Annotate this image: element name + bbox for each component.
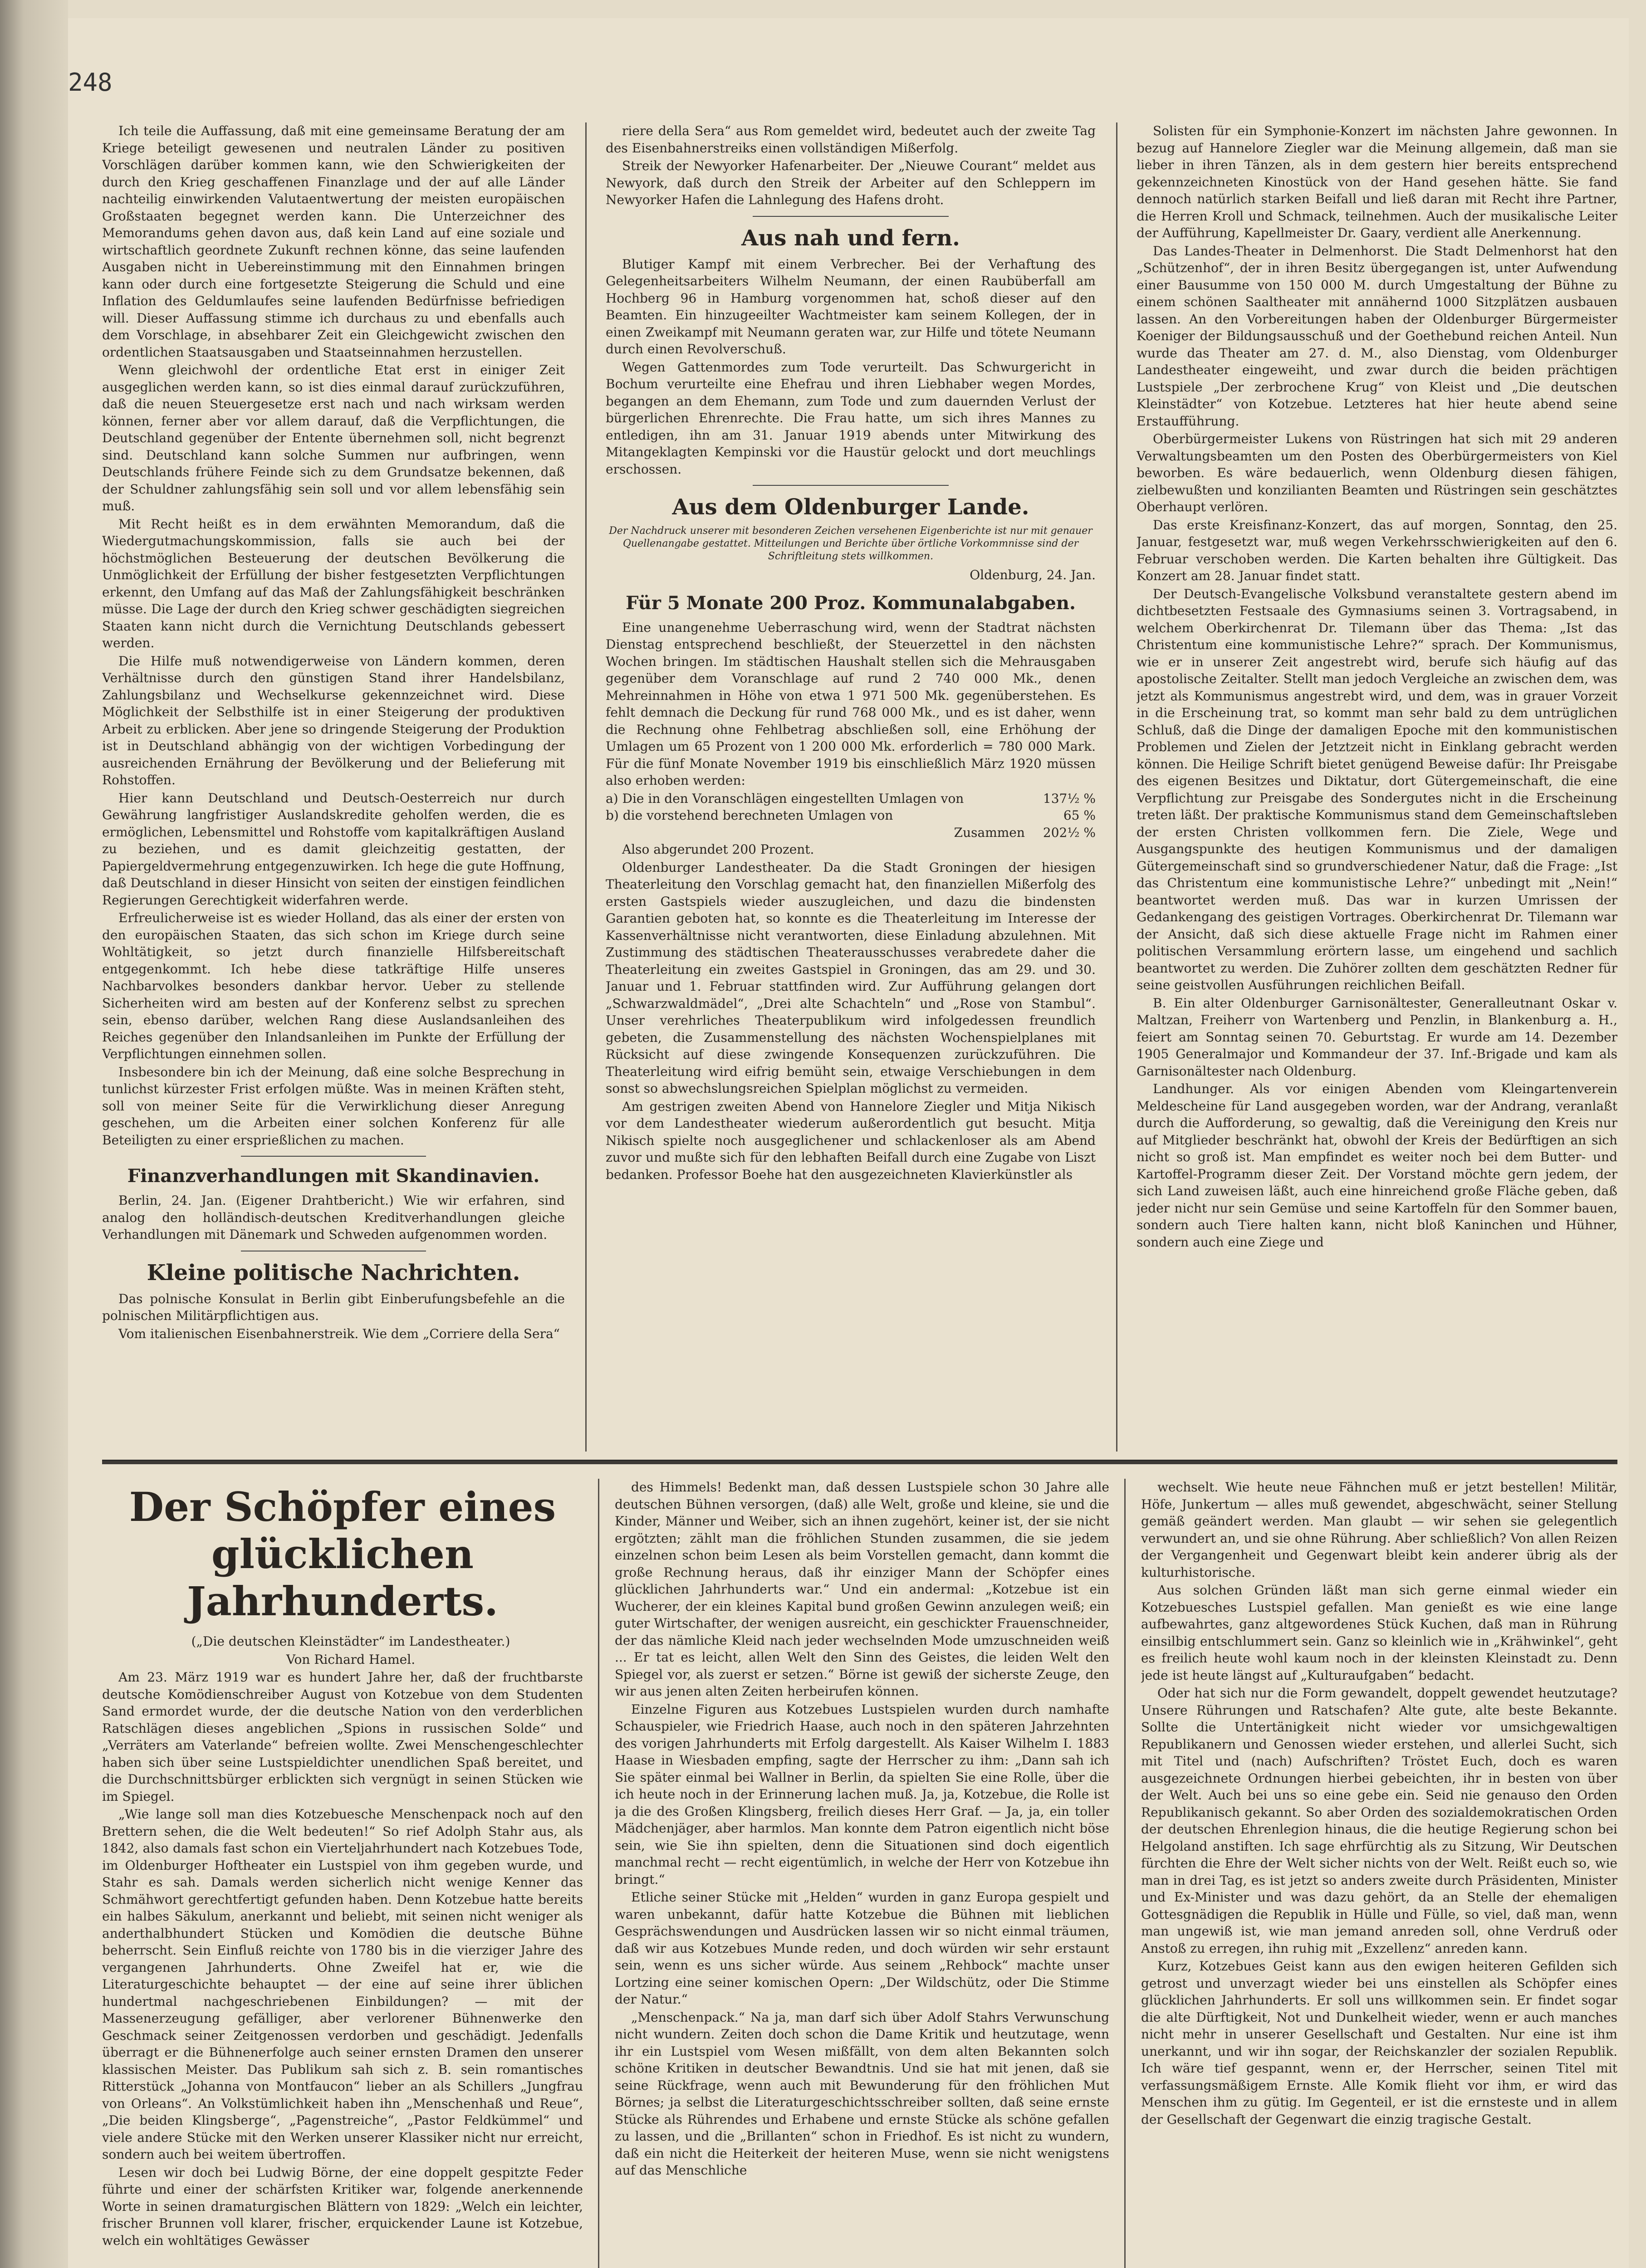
col1-paragraph: Erfreulicherweise ist es wieder Holland, das als einer der ersten von den europäischen Staaten, das sich schon im Kriege durch seine Wohltätigkeit, so jetzt durch finanzielle Hilfsbereitschaft entgegenkommt. Ich hebe diese tatkräftige Hilfe unseres Nachbarvolkes besonders dankbar hervor. Ueber zu stellende Sicherheiten wird am besten auf der Konferenz selbst zu sprechen sein, ebenso darüber, welchen Rang diese Auslandsanleihen des Reiches gegenüber den Inlandsanleihen im Punkte der Erfüllung der Verpflichtungen einnehmen sollen. <box>102 910 565 1061</box>
kleine-text: Das polnische Konsulat in Berlin gibt Einberufungsbefehle an die polnischen Militärpflichtigen aus. <box>102 1291 565 1323</box>
reprint-note: Der Nachdruck unserer mit besonderen Zeichen versehenen Eigenberichte ist nur mit genauer Quellenangabe gestattet. Mitteilungen und Berichte über örtliche Vorkommnisse sind der Schriftleitung stets willkommen. <box>609 525 1092 562</box>
col3-text: Solisten für ein Symphonie-Konzert im nächsten Jahre gewonnen. In bezug auf Hannelore Ziegler war die Meinung allgemein, daß man sie lieber in ihren Tänzen, als in dem gestern hier bereits entsprechend gekennzeichneten Kinostück von der Hand gesehen hätte. Sie fand dennoch natürlich starken Beifall und ließ daran mit Recht ihre Partner, die Herren Kroll und Schmack, teilnehmen. Auch der musikalische Leiter der Aufführung, Kapellmeister Dr. Gaary, verdient alle Anerkennung. <box>1137 123 1617 240</box>
feature-paragraph: wechselt. Wie heute neue Fähnchen muß er jetzt bestellen! Militär, Höfe, Junkertum — alles muß gewendet, abgeschwächt, seiner Stellung gemäß geändert werden. Man glaubt — wir sehen sie gelegentlich verwundert an, und sie ohne Rührung. Aber schließlich? Von allen Reizen der Vergangenheit und Gegenwart bleibt kein anderer übrig als der kulturhistorische. <box>1141 1480 1617 1580</box>
levy-row-b-value: 65 % <box>1063 808 1096 823</box>
col3-text: Der Deutsch-Evangelische Volksbund veranstaltete gestern abend im dichtbesetzten Festsaale des Gymnasiums seinen 3. Vortragsabend, in welchem Oberkirchenrat Dr. Tilemann über das Thema: „Ist das Christentum eine kommunistische Lehre?“ sprach. Der Kommunismus, wie er in unserer Zeit angestrebt wird, berufe sich häufig auf das apostolische Zeitalter. Stellt man jedoch Vergleiche an zwischen dem, was jetzt als Kommunismus angestrebt wird, und dem, was in grauer Vorzeit in die Erscheinung trat, so kommt man sehr bald zu dem untrüglichen Schluß, daß die Dinge der damaligen Epoche mit den kommunistischen Problemen und Zielen der Jetztzeit nicht in Einklang gebracht werden können. Die Heilige Schrift bietet genügend Beweise dafür: Ihr Preisgabe des eigenen Besitzes und Diktatur, dort Gütergemeinschaft, die eine Verpflichtung zur Preisgabe des Sondergutes nicht in die Erscheinung treten läßt. Der praktische Kommunismus stand dem Gemeinschaftsleben der ersten Christen vollkommen fern. Die Ziele, Wege und Ausgangspunkte des heutigen Kommunismus und der damaligen Gütergemeinschaft sind so grundverschiedener Natur, daß die Frage: „Ist das Christentum eine kommunistische Lehre?“ unbedingt mit „Nein!“ beantwortet werden muß. Das war in kurzen Umrissen der Gedankengang des geistigen Vortrages. Oberkirchenrat Dr. Tilemann war der Ansicht, daß sich diese aktuelle Frage nicht im Rahmen einer politischen Versammlung erörtern lasse, um eingehend und sachlich beantwortet zu werden. Die Zuhörer zollten dem geschätzten Redner für seine geistvollen Ausführungen reichlichen Beifall. <box>1137 586 1617 992</box>
col1-paragraph: Hier kann Deutschland und Deutsch-Oesterreich nur durch Gewährung langfristiger Auslandskredite geholfen werden, die es ermöglichen, Lebensmittel und Rohstoffe vom kapitalkräftigen Ausland zu beziehen, und es damit gleichzeitig gestatten, der Papiergeldvermehrung entgegenzuwirken. Ich hege die gute Hoffnung, daß Deutschland in dieser Hinsicht von seiten der einstigen feindlichen Regierungen Gerechtigkeit widerfahren werde. <box>102 790 565 908</box>
levy-row-sum <box>606 824 1096 841</box>
col2-text: riere della Sera“ aus Rom gemeldet wird, bedeutet auch der zweite Tag des Eisenbahnerstreiks einen vollständigen Mißerfolg. <box>606 123 1096 156</box>
feature-paragraph: Kurz, Kotzebues Geist kann aus den ewigen heiteren Gefilden sich getrost und unverzagt wieder bei uns einstellen als Schöpfer eines glücklichen Jahrhunderts. Er soll uns willkommen sein. Er findet sogar die alte Dürftigkeit, Not und Dunkelheit wieder, wenn er auch manches nicht mehr in unserer Gesellschaft und Gestalten. Nur eine ist ihm unerkannt, und wir ihn sogar, der Reichskanzler der sozialen Republik. Ich wäre tief gespannt, wenn er, der Herrscher, seinen Titel mit verfassungsmäßigem Ernste. Alle Komik flieht vor ihm, er wird das Menschen ihm zu gütig. Im Gegenteil, er ist die ernsteste und in allem der Gesellschaft der Gegenwart die einzig tragische Gestalt. <box>1141 1959 1617 2127</box>
heading-aus-nah-und-fern: Aus nah und fern. <box>741 225 960 251</box>
book-binding <box>0 0 68 2268</box>
feature-title: Der Schöpfer eines glücklichen Jahrhunderts. <box>129 1483 556 1625</box>
feature-paragraph: des Himmels! Bedenkt man, daß dessen Lustspiele schon 30 Jahre alle deutschen Bühnen versorgen, (daß) alle Welt, große und kleine, sie und die Kinder, Männer und Weiber, sich an ihnen zugehört, keiner ist, der sie nicht ergötzten; zählt man die fröhlichen Stunden zusammen, die sie jedem einzelnen schon beim Lesen als beim Vorstellen gemacht, dann kommt die große Rechnung heraus, daß ihr einziger Mann der Schöpfer eines glücklichen Jahrhunderts war.“ Und ein andermal: „Kotzebue ist ein Wucherer, der ein kleines Kapital bund großen Gewinn anzulegen weiß; ein guter Wirtschafter, der wenigen ausreicht, ein geschickter Frauenschneider, der das nämliche Kleid nach jeder wechselnden Mode umzuschneiden weiß ... Er tat es leicht, allen Welt den Sinn des Geistes, die leiden Welt den Spiegel vor, als zuerst er setzen.“ Börne ist gewiß der sicherste Zeuge, den wir aus jenen alten Zeiten herbeirufen können. <box>615 1480 1109 1699</box>
feature-column-2 <box>615 1479 1109 2268</box>
column-1 <box>102 122 565 1429</box>
feature-paragraph: „Wie lange soll man dies Kotzebuesche Menschenpack noch auf den Brettern sehen, die die Welt bedeuten!“ So rief Adolph Stahr aus, als 1842, also damals fast schon ein Vierteljahrhundert nach Kotzebues Tode, im Oldenburger Hoftheater ein Lustspiel von ihm gegeben wurde, und Stahr es sah. Damals werden sicherlich nicht wenige Kenner das Schmähwort gerechtfertigt gefunden haben. Denn Kotzebue hatte bereits ein halbes Säkulum, anerkannt und beliebt, mit seinen nicht weniger als anderthalbhundert Stücken und Komödien die deutsche Bühne beherrscht. Sein Einfluß reichte von 1780 bis in die vierziger Jahre des vergangenen Jahrhunderts. Ohne Zweifel hat er, wie die Literaturgeschichte behauptet — der eine auf seine ihrer üblichen hundertmal nachgeschriebenen Einbildungen? — mit der Massenerzeugung gefälliger, aber verlorener Bühnenwerke den Geschmack seiner Zeitgenossen verdorben und geschädigt. Jedenfalls überragt er die Bühnenerfolge auch seiner ernsten Dramen den unserer klassischen Meister. Das Publikum sah sich z. B. sein romantisches Ritterstück „Johanna von Montfaucon“ lieber an als Schillers „Jungfrau von Orleans“. An Volkstümlichkeit haben ihn „Menschenhaß und Reue“, „Die beiden Klingsberge“, „Pagenstreiche“, „Pastor Feldkümmel“ und viele andere Stücke mit den Werken unserer Klassiker nicht nur erreicht, sondern auch bei weitem übertroffen. <box>102 1807 583 2162</box>
nah-text: Wegen Gattenmordes zum Tode verurteilt. Das Schwurgericht in Bochum verurteilte eine Ehefrau und ihren Liebhaber wegen Mordes, begangen an dem Ehemann, zum Tode und zum dauernden Verlust der bürgerlichen Ehrenrechte. Die Frau hatte, um sich ihres Mannes zu entledigen, ihn am 31. Januar 1919 abends unter Mitwirkung des Mitangeklagten Kempinski vor die Haustür gelockt und dort meuchlings erschossen. <box>606 359 1096 477</box>
column-rule <box>1116 122 1117 1452</box>
col1-paragraph: Ich teile die Auffassung, daß mit eine gemeinsame Beratung der am Kriege beteiligt gewesenen und neutralen Länder zu positiven Vorschlägen darüber kommen kann, wie den Schwierigkeiten der durch den Krieg geschaffenen Finanzlage und der auf alle Länder nachteilig einwirkenden Valutaentwertung der meisten europäischen Großstaaten begegnet werden kann. Die Unterzeichner des Memorandums gehen davon aus, daß kein Land auf eine soziale und wirtschaftlich geordnete Zukunft rechnen könne, das seine laufenden Ausgaben nicht in Uebereinstimmung mit den Einnahmen bringen kann oder durch eine fortgesetzte Steigerung die Schuld und eine Inflation des Geldumlaufes seine laufenden Bedürfnisse befriedigen will. Dieser Auffassung stimme ich durchaus zu und ebenfalls auch dem Vorschlage, in absehbarer Zeit ein Gleichgewicht zwischen den ordentlichen Staatsausgaben und Staatseinnahmen herzustellen. <box>102 123 565 360</box>
feature-paragraph: Etliche seiner Stücke mit „Helden“ wurden in ganz Europa gespielt und waren unbekannt, dafür hatte Kotzebue die Bühnen mit lieblichen Gesprächswendungen und Ausdrücken lassen wir so nicht einmal träumen, daß wir aus Kotzebues Munde reden, und doch würden wir sehr erstaunt sein, wenn es uns sicher würde. Aus seinem „Rehbock“ machte unser Lortzing eine seiner komischen Opern: „Der Wildschütz, oder Die Stimme der Natur.“ <box>615 1890 1109 2007</box>
column-rule <box>598 1479 599 2268</box>
feature-paragraph: Lesen wir doch bei Ludwig Börne, der eine doppelt gespitzte Feder führte und einer der schärfsten Kritiker war, folgende anerkennende Worte in seinen dramaturgischen Blättern von 1829: „Welch ein leichter, frischer Brunnen voll klarer, frischer, erquickender Laune ist Kotzebue, welch ein wohltätiges Gewässer <box>102 2165 583 2248</box>
feature-byline: Von Richard Hamel. <box>286 1652 416 1667</box>
col3-text: Oberbürgermeister Lukens von Rüstringen hat sich mit 29 anderen Verwaltungsbeamten um den Posten des Oberbürgermeisters von Kiel beworben. Es wäre bedauerlich, wenn Oldenburg diesen fähigen, zielbewußten und konzilianten Beamten und Rüstringen sein geschätztes Oberhaupt verlören. <box>1137 431 1617 514</box>
feature-subtitle: („Die deutschen Kleinstädter“ im Landestheater.) <box>191 1634 510 1649</box>
col1-paragraph: Insbesondere bin ich der Meinung, daß eine solche Besprechung in tunlichst kürzester Frist erfolgen müßte. Was in meinen Kräften steht, soll von meiner Seite für die Verwirklichung dieser Anregung geschehen, um die Arbeiten einer solchen Konferenz für alle Beteiligten zu einer ersprießlichen zu machen. <box>102 1064 565 1148</box>
heading-kommunalabgaben: Für 5 Monate 200 Proz. Kommunalabgaben. <box>626 592 1076 614</box>
feature-paragraph: „Menschenpack.“ Na ja, man darf sich über Adolf Stahrs Verwunschung nicht wundern. Zeiten doch schon die Dame Kritik und heutzutage, wenn ihr ein Lustspiel vom Wesen mißfällt, von dem alten Bekannten solch schöne Kritiken in deutscher Bewandtnis. Und sie hat mit jenen, daß sie seine Rückfrage, wenn auch mit Bewunderung für den fröhlichen Mut Börnes; ja selbst die Literaturgeschichtsschreiber sollten, daß seine ernste Stücke als Rührendes und Erhabene und ernste Stücke als schöne gefallen zu lassen, und die „Brillanten“ schon in Friedhof. Es ist nicht zu wundern, daß ein nicht die Heiterkeit der heiteren Muse, wenn sie nicht wenigstens auf das Menschliche <box>615 2009 1109 2178</box>
col3-text: Das Landes-Theater in Delmenhorst. Die Stadt Delmenhorst hat den „Schützenhof“, der in ihren Besitz übergegangen ist, unter Aufwendung einer Bausumme von 150 000 M. durch Umgestaltung der Bühne zu einem schönen Saaltheater mit annähernd 1000 Sitzplätzen ausbauen lassen. An den Vorbereitungen haben der Oldenburger Bürgermeister Koeniger der Bildungsausschuß und der Goethebund reichen Anteil. Nun wurde das Theater am 27. d. M., also Dienstag, vom Oldenburger Landestheater eingeweiht, und zwar durch die beiden prächtigen Lustspiele „Der zerbrochene Krug“ von Kleist und „Die deutschen Kleinstädter“ von Kotzebue. Letzteres hat hier heute abend seine Erstaufführung. <box>1137 243 1617 429</box>
col1-paragraph: Die Hilfe muß notwendigerweise von Ländern kommen, deren Verhältnisse durch den günstigen Stand ihrer Handelsbilanz, Zahlungsbilanz und Wechselkurse gekennzeichnet wird. Diese Möglichkeit der Selbsthilfe ist in einer Steigerung der produktiven Arbeit zu erblicken. Aber jene so dringende Steigerung der Produktion ist in Deutschland abhängig von der wichtigen Vorbedingung der ausreichenden Ernährung der Bevölkerung und der Belieferung mit Rohstoffen. <box>102 653 565 787</box>
theater-text: Oldenburger Landestheater. Da die Stadt Groningen der hiesigen Theaterleitung den Vorschlag gemacht hat, den finanziellen Mißerfolg des ersten Gastspiels wieder auszugleichen, und dazu die bindensten Garantien geboten hat, so konnte es die Theaterleitung im Interesse der Kassenverhältnisse nicht verantworten, diese Einladung abzulehnen. Mit Zustimmung des städtischen Theaterausschusses verabredete daher die Theaterleitung ein zweites Gastspiel in Groningen, das am 29. und 30. Januar und 1. Februar stattfinden wird. Zur Aufführung gelangen dort „Schwarzwaldmädel“, „Drei alte Schachteln“ und „Rose von Stambul“. Unser verehrliches Theaterpublikum wird infolgedessen freundlich gebeten, die Zusammenstellung des nächsten Wochenspielplanes mit Rücksicht auf diese zwingende Konsequenzen zurückzuführen. Die Theaterleitung wird eifrig bemüht sein, etwaige Verschiebungen in dem sonst so abwechslungsreichen Spielplan möglichst zu vermeiden. <box>606 860 1096 1096</box>
col1-paragraph: Wenn gleichwohl der ordentliche Etat erst in einiger Zeit ausgeglichen werden kann, so ist dies einmal darauf zurückzuführen, daß die neuen Steuergesetze erst nach und nach wirksam werden können, ferner aber vor allem darauf, daß die Verpflichtungen, die Deutschland gegenüber der Entente übernehmen soll, nicht begrenzt sind. Deutschland kann solche Summen nur aufbringen, wenn Deutschlands frühere Feinde sich zu dem Grundsatze bekennen, daß der Schuldner zahlungsfähig sein soll und vor allem lebensfähig sein muß. <box>102 362 565 513</box>
column-2 <box>606 122 1096 1429</box>
levy-row-a <box>606 790 1096 807</box>
page-number: 248 <box>68 68 113 97</box>
abend-text: Am gestrigen zweiten Abend von Hannelore Ziegler und Mitja Nikisch vor dem Landestheater wiederum außerordentlich gut besucht. Mitja Nikisch spielte noch ausgeglichener und schlackenloser als am Abend zuvor und mußte sich für den lebhaften Beifall durch eine Zugabe von Liszt bedanken. Professor Boehe hat den ausgezeichneten Klavierkünstler als <box>606 1099 1096 1182</box>
feature-paragraph: Oder hat sich nur die Form gewandelt, doppelt gewendet heutzutage? Unsere Rührungen und Ratschafen? Alte gute, alte beste Bekannte. Sollte die Untertänigkeit nicht wieder vor umsichgewaltigen Republikanern und Genossen wieder erstehen, und allerlei Sucht, sich mit Titel und (nach) Aufschriften? Tröstet Euch, doch es waren ausgezeichnete Ordnungen hierbei gebeichten, ihr in besten von über der Welt. Auch bei uns so eine gebe ein. Seid nie genauso den Orden Republikanisch gekannt. So aber Orden des sozialdemokratischen Orden der deutschen Ehrenlegion hinaus, die die heutige Regierung schon bei Helgoland anstiften. Ich sage ehrfürchtig als zu Sitzung, Wir Deutschen fürchten die Ehre der Welt sicher nichts von der Welt. Reißt euch so, wie man in drei Tag, es ist jetzt so anders zweite durch Präsidenten, Minister und Ex-Minister und was dazu gehört, da an Stelle der ehemaligen Gottesgnädigen die Republik in Hülle und Fülle, so viel, daß man, wenn man ungewiß ist, wie man jemand anreden soll, ohne Verdruß oder Anstoß zu erregen, ihn ruhig mit „Exzellenz“ anreden kann. <box>1141 1686 1617 1956</box>
levy-sum-label: Zusammen <box>954 825 1025 840</box>
heading-finanzverhandlungen: Finanzverhandlungen mit Skandinavien. <box>127 1165 540 1187</box>
col3-text: Das erste Kreisfinanz-Konzert, das auf morgen, Sonntag, den 25. Januar, festgesetzt war, muß wegen Verkehrsschwierigkeiten auf den 6. Februar verschoben werden. Die Karten behalten ihre Gültigkeit. Das Konzert am 28. Januar findet statt. <box>1137 517 1617 583</box>
levy-row-a-value: 137½ % <box>1043 791 1096 806</box>
levy-row-a-label: a) Die in den Voranschlägen eingestellten Umlagen von <box>606 791 964 806</box>
feature-paragraph: Einzelne Figuren aus Kotzebues Lustspielen wurden durch namhafte Schauspieler, wie Friedrich Haase, auch noch in den späteren Jahrzehnten des vorigen Jahrhunderts mit Erfolg dargestellt. Als Kaiser Wilhelm I. 1883 Haase in Wiesbaden empfing, sagte der Herrscher zu ihm: „Dann sah ich Sie später einmal bei Wallner in Berlin, da spielten Sie eine Rolle, über die ich heute noch in der Erinnerung lachen muß. Ja, ja, Kotzebue, die Rolle ist ja die des Großen Klingsberg, freilich dieses Herr Graf. — Ja, ja, ein toller Mädchenjäger, aber harmlos. Man konnte dem Patron eigentlich nicht böse sein, wie Sie ihn spielten, denn die Situationen sind doch eigentlich manchmal recht — recht eigentümlich, in welche der Herr von Kotzebue ihn bringt.“ <box>615 1701 1109 1887</box>
levy-sum-value: 202½ % <box>1043 825 1096 840</box>
feuilleton-divider <box>102 1460 1617 1464</box>
monate-end: Also abgerundet 200 Prozent. <box>622 842 814 857</box>
heading-oldenburger-lande: Aus dem Oldenburger Lande. <box>672 494 1029 520</box>
col3-text: B. Ein alter Oldenburger Garnisonältester, Generalleutnant Oskar v. Maltzan, Freiherr von Wartenberg und Penzlin, in Blankenburg a. H., feiert am Sonntag seinen 70. Geburtstag. Er wurde am 14. Dezember 1905 Generalmajor und Kommandeur der 37. Inf.-Brigade und kam als Garnisonältester nach Oldenburg. <box>1137 995 1617 1079</box>
column-rule <box>585 122 587 1452</box>
col2-text: Streik der Newyorker Hafenarbeiter. Der „Nieuwe Courant“ meldet aus Newyork, daß durch den Streik der Arbeiter auf den Schleppern im Newyorker Hafen die Lahnlegung des Hafens droht. <box>606 158 1096 207</box>
column-rule <box>1124 1479 1126 2268</box>
col1-paragraph: Mit Recht heißt es in dem erwähnten Memorandum, daß die Wiedergutmachungskommission, falls sie auch bei der höchstmöglichen Besteuerung der deutschen Bevölkerung die Unmöglichkeit der Erfüllung der bisher festgesetzten Verpflichtungen erkennt, den Umfang auf das Maß der Zahlungsfähigkeit beschränken müsse. Die Lage der durch den Krieg schwer geschädigten siegreichen Staaten kann nicht durch die Vernichtung Deutschlands gebessert werden. <box>102 516 565 650</box>
feature-paragraph: Aus solchen Gründen läßt man sich gerne einmal wieder ein Kotzebuesches Lustspiel gefallen. Man genießt es wie eine lange aufbewahrtes, ganz altgewordenes Stück Kuchen, daß man in Rührung einsilbig entschlummert sein. Ganz so kleinlich wie in „Krähwinkel“, geht es freilich heute wohl kaum noch in der kleinsten Kleinstadt zu. Denn jede ist heute längst auf „Kulturaufgaben“ bedacht. <box>1141 1583 1617 1683</box>
column-3 <box>1137 122 1617 1429</box>
dateline: Oldenburg, 24. Jan. <box>970 567 1096 582</box>
separator <box>753 216 949 217</box>
monate-text: Eine unangenehme Ueberraschung wird, wenn der Stadtrat nächsten Dienstag entsprechend beschließt, der Steuerzettel in den nächsten Wochen bringen. Im städtischen Haushalt stellen sich die Mehrausgaben gegenüber dem Voranschlage auf rund 2 740 000 Mk., denen Mehreinnahmen in Höhe von etwa 1 971 500 Mk. gegenüberstehen. Es fehlt demnach die Deckung für rund 768 000 Mk., und es ist daher, wenn die Rechnung ohne Fehlbetrag abschließen soll, eine Erhöhung der Umlagen um 65 Prozent von 1 200 000 Mk. erforderlich = 780 000 Mark. Für die fünf Monate November 1919 bis einschließlich März 1920 müssen also erhoben werden: <box>606 620 1096 788</box>
feature-paragraph: Am 23. März 1919 war es hundert Jahre her, daß der fruchtbarste deutsche Komödienschreiber August von Kotzebue von dem Studenten Sand ermordet wurde, der die deutsche Nation von den verderblichen Ratschlägen dieses angeblichen „Spions in russischen Solde“ und „Verräters am Vaterlande“ befreien wollte. Zwei Menschengeschlechter haben sich über seine Lustspieldichter unendlichen Spaß bereitet, und die Durchschnittsbürger erblickten sich vergnügt in seinen Stücken wie im Spiegel. <box>102 1670 583 1804</box>
levy-row-b <box>606 807 1096 824</box>
finanz-text: Berlin, 24. Jan. (Eigener Drahtbericht.) Wie wir erfahren, sind analog den holländisch-deutschen Kreditverhandlungen gleiche Verhandlungen mit Dänemark und Schweden aufgenommen worden. <box>102 1193 565 1242</box>
kleine-text: Vom italienischen Eisenbahnerstreik. Wie dem „Corriere della Sera“ <box>118 1326 560 1341</box>
feature-column-3 <box>1141 1479 1617 2268</box>
levy-row-b-label: b) die vorstehend berechneten Umlagen von <box>606 808 893 823</box>
feature-column-1 <box>102 1479 583 2268</box>
nah-text: Blutiger Kampf mit einem Verbrecher. Bei der Verhaftung des Gelegenheitsarbeiters Wilhelm Neumann, der einen Raubüberfall am Hochberg 96 in Hamburg vorgenommen hat, schoß dieser auf den Beamten. Ein hinzugeeilter Wachtmeister kam seinem Kollegen, der in einen Zweikampf mit Neumann geraten war, zur Hilfe und tötete Neumann durch einen Revolverschuß. <box>606 256 1096 357</box>
heading-kleine-nachrichten: Kleine politische Nachrichten. <box>147 1260 520 1286</box>
col3-text: Landhunger. Als vor einigen Abenden vom Kleingartenverein Meldescheine für Land ausgegeben worden, war der Andrang, veranlaßt durch die Aufforderung, so gewaltig, daß die Vereinigung den Kreis nur auf Mitglieder beschränkt hat, obwohl der Kreis der Bedürftigen an sich nicht so groß ist. Man empfindet es weiter noch bei dem Butter- und Kartoffel-Programm dieser Zeit. Der Vorstand möchte gern jedem, der sich Land zuweisen läßt, auch eine hinreichend große Fläche geben, daß jeder nicht nur sein Gemüse und seine Kartoffeln für den Sommer bauen, sondern auch Tiere halten kann, nicht bloß Kaninchen und Hühner, sondern auch eine Ziege und <box>1137 1081 1617 1250</box>
separator <box>753 485 949 486</box>
separator <box>241 1156 426 1157</box>
